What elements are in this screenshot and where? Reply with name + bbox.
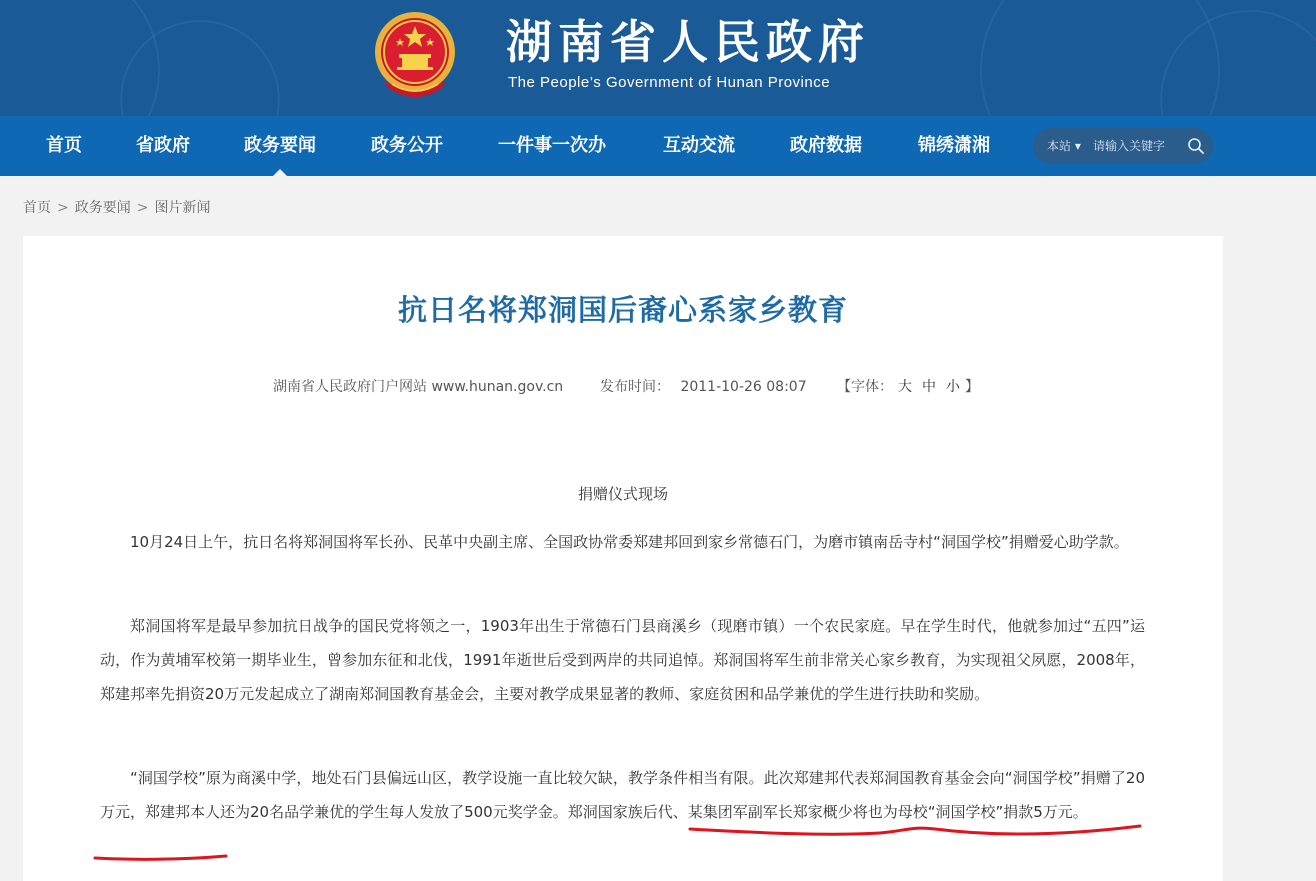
- font-size-large[interactable]: 大: [898, 379, 912, 395]
- publish-time-value: 2011-10-26 08:07: [680, 379, 807, 395]
- nav-item-provincial-government[interactable]: 省政府: [136, 135, 190, 156]
- publish-label: 发布时间：: [600, 379, 670, 395]
- nav-item-home[interactable]: 首页: [46, 135, 82, 156]
- breadcrumb: [23, 197, 210, 217]
- font-size-control: [837, 376, 979, 396]
- nav-item-beautiful-hunan[interactable]: 锦绣潇湘: [918, 135, 990, 156]
- site-header: [0, 0, 1316, 116]
- breadcrumb-item-photo-news[interactable]: 图片新闻: [154, 200, 211, 216]
- main-nav: [0, 116, 1316, 176]
- national-emblem-icon[interactable]: [372, 10, 458, 100]
- article-paragraph: 10月24日上午，抗日名将郑洞国将军长孙、民革中央副主席、全国政协常委郑建邦回到家乡常德石门，为磨市镇南岳寺村“洞国学校”捐赠爱心助学款。: [130, 533, 1129, 551]
- image-caption: 捐赠仪式现场: [577, 485, 668, 503]
- article-paragraph: “洞国学校”原为商溪中学，地处石门县偏远山区，教学设施一直比较欠缺，教学条件相当有限。此次郑建邦代表郑洞国教育基金会向“洞国学校”捐赠了20万元，郑建邦本人还为20名品学兼优的学生每人发放了500元奖学金。郑洞国家族后代、某集团军副军长郑家概少将也为母校“洞国学校”捐款5万元。: [100, 769, 1145, 821]
- font-size-medium[interactable]: 中: [922, 379, 936, 395]
- search-box: [1033, 128, 1213, 164]
- breadcrumb-item-home[interactable]: 首页: [23, 200, 51, 216]
- article-card: [23, 236, 1223, 881]
- nav-item-one-stop-service[interactable]: 一件事一次办: [498, 135, 606, 156]
- search-input[interactable]: [1093, 137, 1185, 155]
- font-size-small[interactable]: 小: [946, 379, 960, 395]
- font-size-label-end: 】: [965, 379, 979, 395]
- article-source: 湖南省人民政府门户网站 www.hunan.gov.cn: [273, 379, 564, 395]
- nav-item-government-affairs[interactable]: 政务公开: [371, 135, 443, 156]
- breadcrumb-separator: >: [57, 200, 69, 216]
- article-title: 抗日名将郑洞国后裔心系家乡教育: [397, 293, 848, 327]
- search-icon[interactable]: [1187, 137, 1205, 155]
- nav-item-government-news[interactable]: 政务要闻: [244, 116, 316, 176]
- font-size-label: 【字体：: [837, 379, 893, 395]
- article-paragraph: 郑洞国将军是最早参加抗日战争的国民党将领之一，1903年出生于常德石门县商溪乡（现磨市镇）一个农民家庭。早在学生时代，他就参加过“五四”运动，作为黄埔军校第一期毕业生，曾参加东征和北伐，1991年逝世后受到两岸的共同追悼。郑洞国将军生前非常关心家乡教育，为实现祖父夙愿，2008年，郑建邦率先捐资20万元发起成立了湖南郑洞国教育基金会，主要对教学成果显著的教师、家庭贫困和品学兼优的学生进行扶助和奖励。: [100, 617, 1145, 703]
- article-publish-time: [600, 376, 807, 396]
- site-subtitle: The People’s Government of Hunan Province: [508, 74, 831, 91]
- nav-item-government-data[interactable]: 政府数据: [790, 135, 862, 156]
- breadcrumb-separator: >: [136, 200, 149, 216]
- search-scope-select[interactable]: 本站 ▾: [1047, 139, 1081, 153]
- breadcrumb-item-news[interactable]: 政务要闻: [74, 200, 131, 216]
- nav-item-interaction[interactable]: 互动交流: [663, 135, 735, 156]
- site-title[interactable]: 湖南省人民政府: [506, 15, 870, 69]
